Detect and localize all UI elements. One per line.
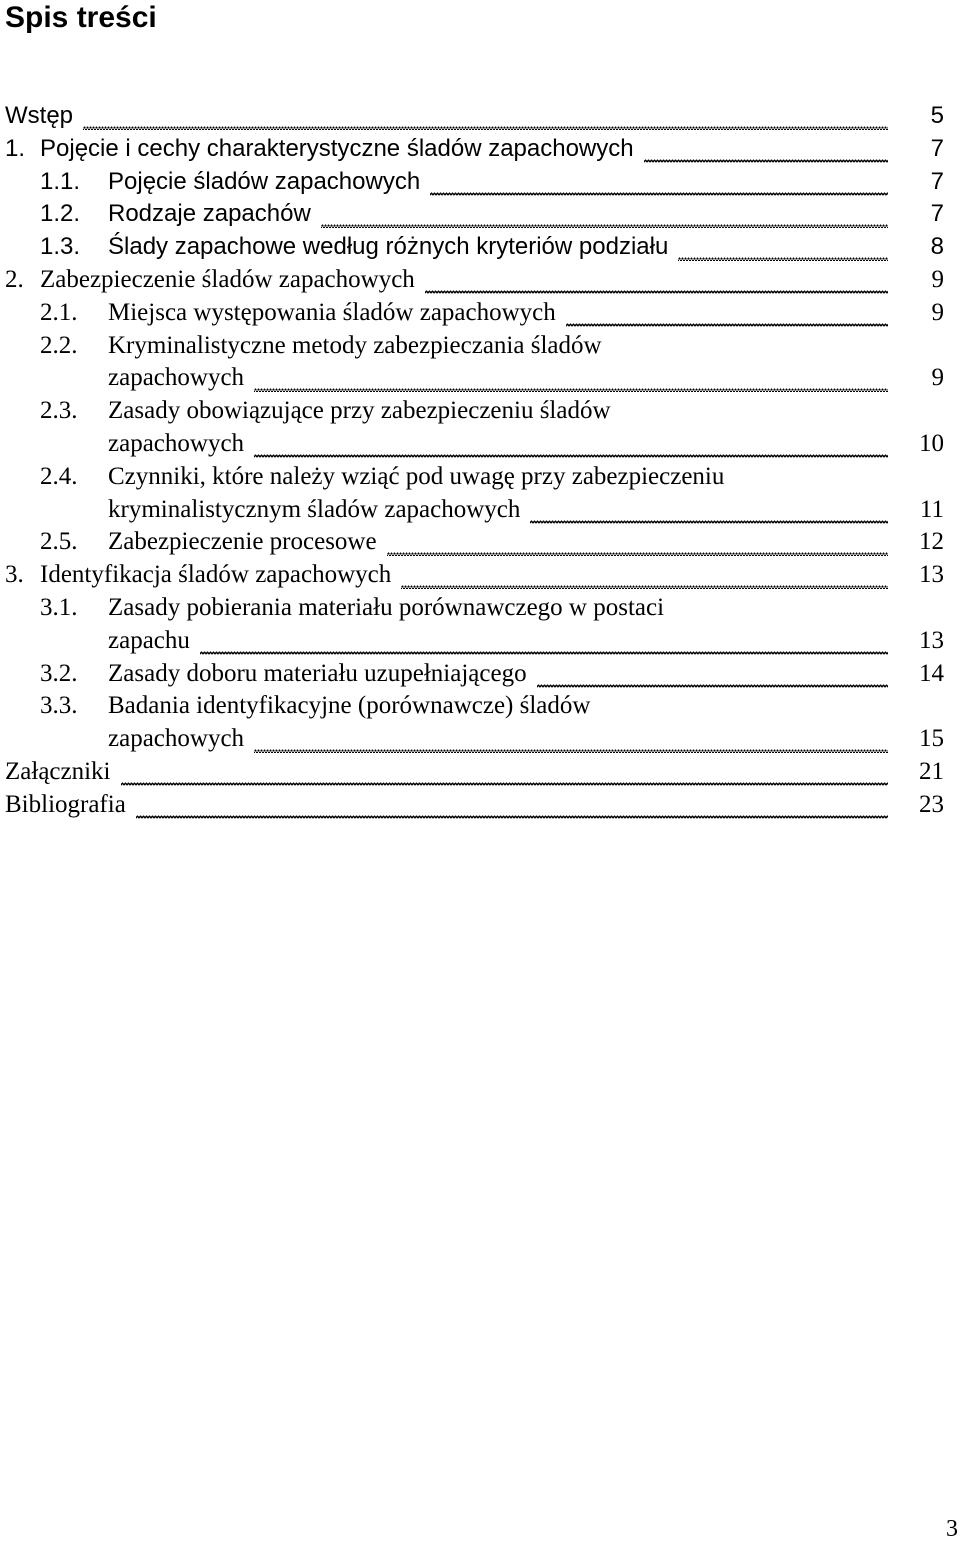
toc-entry-title: zapachowych [108, 725, 245, 753]
toc-entry-title: Zasady obowiązujące przy zabezpieczeniu śladów [108, 397, 611, 425]
toc-entry-number: 2.4. [40, 462, 78, 490]
toc-entry-title: zapachowych [108, 364, 245, 392]
toc-entry-title: Załączniki [5, 757, 111, 785]
toc-entry-title: Kryminalistyczne metody zabezpieczania śladów [108, 331, 602, 359]
toc-entry-number: 2.1. [40, 298, 78, 326]
toc-entry-page: 23 [919, 790, 944, 818]
toc-entry-page: 7 [930, 134, 944, 162]
toc-entry-title: zapachowych [108, 429, 245, 457]
toc-entry-title: Zabezpieczenie śladów zapachowych [40, 265, 415, 293]
toc-entry-title: Zasady pobierania materiału porównawczego w postaci [108, 593, 665, 621]
toc-entry-title: Badania identyfikacyjne (porównawcze) śladów [108, 692, 591, 720]
toc-entry[interactable] [0, 789, 960, 822]
toc-entry-title: Identyfikacja śladów zapachowych [40, 561, 392, 589]
toc-entry[interactable] [0, 395, 960, 461]
toc-entry[interactable] [0, 461, 960, 527]
dot-leader [678, 257, 888, 261]
toc-entry-number: 3. [5, 561, 24, 589]
toc-entry-number: 1.3. [40, 233, 81, 261]
toc-entry[interactable] [0, 166, 960, 199]
dot-leader [83, 126, 888, 130]
toc-entry-title: Czynniki, które należy wziąć pod uwagę przy zabezpieczeniu [108, 462, 725, 490]
toc-entry-number: 2.2. [40, 331, 78, 359]
dot-leader [121, 782, 889, 786]
toc-entry-number: 2.5. [40, 528, 78, 556]
toc-entry[interactable] [0, 297, 960, 330]
toc-entry[interactable] [0, 264, 960, 297]
toc-entry[interactable] [0, 231, 960, 264]
toc-entry-number: 3.2. [40, 659, 78, 687]
toc-entry-page: 8 [930, 233, 944, 261]
toc-entry-title: Rodzaje zapachów [108, 200, 311, 228]
toc-entry-page: 12 [919, 528, 944, 556]
toc-entry-title: kryminalistycznym śladów zapachowych [108, 495, 521, 523]
toc-entry-number: 2.3. [40, 397, 78, 425]
dot-leader [254, 454, 888, 458]
page-number: 3 [946, 1516, 958, 1542]
toc-entry[interactable] [0, 100, 960, 133]
dot-leader [254, 388, 888, 392]
toc-entry-title: Ślady zapachowe według różnych kryteriów podziału [108, 233, 669, 261]
toc-entry-page: 13 [919, 626, 944, 654]
toc-entry-number: 1.2. [40, 200, 81, 228]
toc-entry-number: 1.1. [40, 167, 81, 195]
toc-entry-page: 13 [919, 561, 944, 589]
toc-entry-page: 7 [930, 200, 944, 228]
toc-entry-page: 7 [930, 167, 944, 195]
toc-entry-page: 11 [919, 495, 944, 523]
table-of-contents [0, 100, 960, 822]
dot-leader [200, 651, 888, 655]
toc-entry[interactable] [0, 592, 960, 658]
toc-entry-number: 3.3. [40, 692, 78, 720]
dot-leader [425, 290, 888, 294]
dot-leader [566, 323, 888, 327]
toc-entry-title: Pojęcie i cechy charakterystyczne śladów zapachowych [40, 134, 634, 162]
toc-entry-page: 15 [919, 725, 944, 753]
toc-entry-number: 3.1. [40, 593, 78, 621]
toc-entry-page: 5 [930, 102, 944, 129]
toc-entry-page: 9 [931, 364, 944, 392]
dot-leader [387, 552, 888, 556]
toc-entry-page: 21 [919, 757, 944, 785]
toc-entry[interactable] [0, 559, 960, 592]
toc-entry-title: Zasady doboru materiału uzupełniającego [108, 659, 527, 687]
toc-entry-title: zapachu [108, 626, 190, 654]
dot-leader [321, 224, 888, 228]
toc-entry-page: 9 [931, 265, 944, 293]
toc-entry-title: Bibliografia [5, 790, 126, 818]
toc-entry[interactable] [0, 526, 960, 559]
page-title: Spis treści [5, 1, 157, 34]
toc-entry-title: Pojęcie śladów zapachowych [108, 167, 421, 195]
toc-entry[interactable] [0, 690, 960, 756]
toc-entry-title: Miejsca występowania śladów zapachowych [108, 298, 556, 326]
dot-leader [254, 749, 888, 753]
toc-entry-title: Wstęp [5, 102, 74, 129]
toc-entry-title: Zabezpieczenie procesowe [108, 528, 377, 556]
toc-entry-page: 10 [919, 429, 944, 457]
dot-leader [530, 520, 888, 524]
toc-entry[interactable] [0, 756, 960, 789]
dot-leader [430, 192, 888, 196]
toc-entry[interactable] [0, 330, 960, 396]
toc-entry-page: 9 [931, 298, 944, 326]
toc-entry-page: 14 [919, 659, 944, 687]
toc-entry-number: 1. [5, 134, 26, 162]
toc-entry[interactable] [0, 658, 960, 691]
toc-entry-number: 2. [5, 265, 24, 293]
dot-leader [401, 585, 888, 589]
dot-leader [644, 159, 888, 163]
toc-entry[interactable] [0, 133, 960, 166]
dot-leader [537, 684, 888, 688]
toc-entry[interactable] [0, 198, 960, 231]
dot-leader [136, 815, 888, 819]
